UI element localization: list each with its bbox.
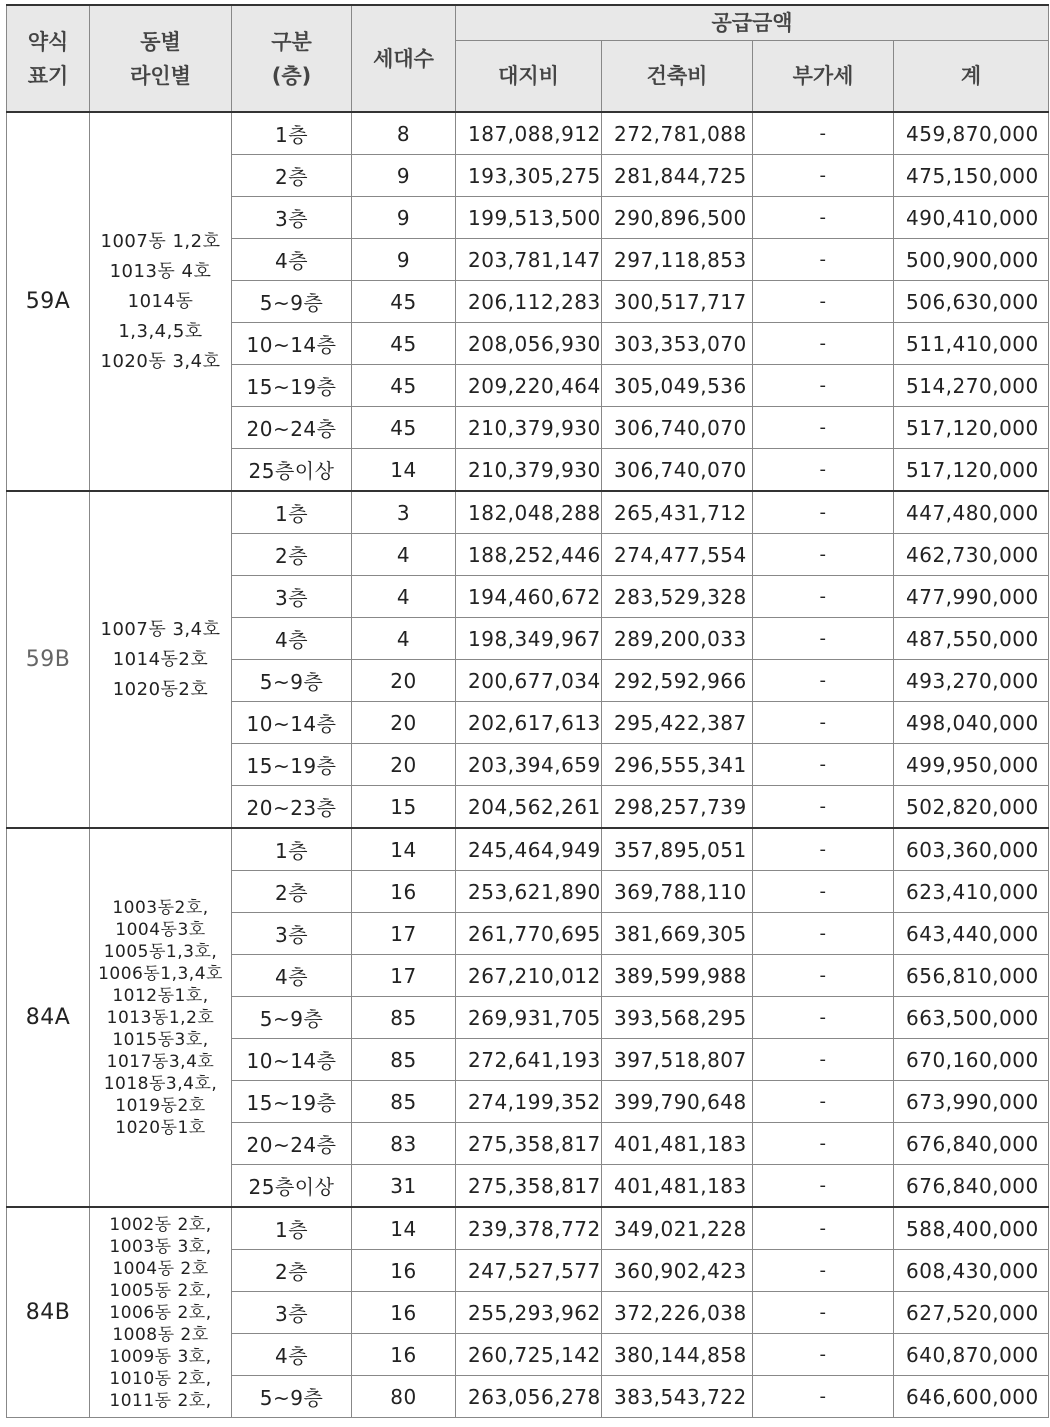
households-cell: 14 [352,449,456,492]
building-line-text: 1007동 3,4호 [100,618,221,640]
total-cell: 676,840,000 [894,1165,1049,1208]
vat-cell: - [753,197,894,239]
building-line-text: 1010동 2호, [109,1368,212,1389]
unit-type-cell: 84B [7,1207,90,1418]
total-cell: 640,870,000 [894,1334,1049,1376]
building-line-text: 1017동3,4호 [106,1051,215,1072]
table-header [7,5,1049,112]
building-line-text: 1020동1호 [115,1117,206,1138]
floor-cell: 5~9층 [232,1376,352,1418]
building-line-text: 1007동 1,2호 [100,230,221,252]
header-households: 세대수 [352,5,456,112]
building-cost-cell: 389,599,988 [602,955,753,997]
total-cell: 462,730,000 [894,534,1049,576]
building-cost-cell: 296,555,341 [602,744,753,786]
households-cell: 83 [352,1123,456,1165]
floor-cell: 25층이상 [232,449,352,492]
total-cell: 447,480,000 [894,491,1049,534]
households-cell: 85 [352,1081,456,1123]
floor-cell: 20~24층 [232,407,352,449]
floor-cell: 2층 [232,155,352,197]
building-line-text: 1020동 3,4호 [100,350,221,372]
total-cell: 499,950,000 [894,744,1049,786]
households-cell: 16 [352,1250,456,1292]
building-line-text: 1015동3호, [112,1029,209,1050]
households-cell: 85 [352,997,456,1039]
land-cost-cell: 253,621,890 [456,871,602,913]
vat-cell: - [753,1250,894,1292]
building-line-text: 1006동1,3,4호 [98,963,223,984]
building-cost-cell: 283,529,328 [602,576,753,618]
floor-cell: 4층 [232,1334,352,1376]
vat-cell: - [753,576,894,618]
total-cell: 500,900,000 [894,239,1049,281]
land-cost-cell: 203,394,659 [456,744,602,786]
households-cell: 31 [352,1165,456,1208]
building-line-cell [90,491,232,828]
table-row [7,491,1049,534]
vat-cell: - [753,491,894,534]
building-line-text: 1004동 2호 [112,1258,209,1279]
total-cell: 670,160,000 [894,1039,1049,1081]
households-cell: 4 [352,618,456,660]
floor-cell: 1층 [232,1207,352,1250]
total-cell: 517,120,000 [894,407,1049,449]
building-cost-cell: 298,257,739 [602,786,753,829]
land-cost-cell: 247,527,577 [456,1250,602,1292]
building-cost-cell: 401,481,183 [602,1165,753,1208]
land-cost-cell: 194,460,672 [456,576,602,618]
building-line-text: 1005동1,3호, [103,941,218,962]
total-cell: 627,520,000 [894,1292,1049,1334]
building-line-text: 1004동3호 [115,919,206,940]
floor-cell: 1층 [232,112,352,155]
land-cost-cell: 188,252,446 [456,534,602,576]
building-cost-cell: 300,517,717 [602,281,753,323]
total-cell: 511,410,000 [894,323,1049,365]
floor-cell: 2층 [232,1250,352,1292]
building-line-text: 1011동 2호, [109,1390,212,1411]
building-cost-cell: 401,481,183 [602,1123,753,1165]
total-cell: 673,990,000 [894,1081,1049,1123]
header-vat: 부가세 [753,41,894,113]
building-cost-cell: 289,200,033 [602,618,753,660]
households-cell: 17 [352,955,456,997]
households-cell: 80 [352,1376,456,1418]
floor-cell: 15~19층 [232,1081,352,1123]
households-cell: 45 [352,281,456,323]
households-cell: 45 [352,323,456,365]
building-line-text: 1014동2호 [112,648,209,670]
floor-cell: 3층 [232,197,352,239]
land-cost-cell: 260,725,142 [456,1334,602,1376]
land-cost-cell: 210,379,930 [456,407,602,449]
table-row [7,1207,1049,1250]
building-cost-cell: 381,669,305 [602,913,753,955]
header-type-abbr: 약식 표기 [7,5,90,112]
total-cell: 493,270,000 [894,660,1049,702]
building-line-text: 1003동2호, [112,897,209,918]
vat-cell: - [753,997,894,1039]
total-cell: 498,040,000 [894,702,1049,744]
building-line-text: 1013동 4호 [109,260,212,282]
land-cost-cell: 275,358,817 [456,1165,602,1208]
land-cost-cell: 198,349,967 [456,618,602,660]
land-cost-cell: 261,770,695 [456,913,602,955]
building-line-text: 1009동 3호, [109,1346,212,1367]
total-cell: 490,410,000 [894,197,1049,239]
building-cost-cell: 360,902,423 [602,1250,753,1292]
households-cell: 20 [352,744,456,786]
vat-cell: - [753,407,894,449]
total-cell: 502,820,000 [894,786,1049,829]
floor-cell: 25층이상 [232,1165,352,1208]
land-cost-cell: 255,293,962 [456,1292,602,1334]
building-cost-cell: 372,226,038 [602,1292,753,1334]
building-cost-cell: 357,895,051 [602,828,753,871]
vat-cell: - [753,1081,894,1123]
total-cell: 477,990,000 [894,576,1049,618]
floor-cell: 10~14층 [232,323,352,365]
floor-cell: 3층 [232,1292,352,1334]
vat-cell: - [753,1376,894,1418]
building-cost-cell: 295,422,387 [602,702,753,744]
total-cell: 459,870,000 [894,112,1049,155]
header-land-cost: 대지비 [456,41,602,113]
table-body [7,112,1049,1418]
vat-cell: - [753,955,894,997]
building-cost-cell: 265,431,712 [602,491,753,534]
building-cost-cell: 306,740,070 [602,407,753,449]
land-cost-cell: 209,220,464 [456,365,602,407]
total-cell: 663,500,000 [894,997,1049,1039]
households-cell: 9 [352,155,456,197]
households-cell: 14 [352,828,456,871]
building-line-text: 1006동 2호, [109,1302,212,1323]
floor-cell: 1층 [232,828,352,871]
vat-cell: - [753,618,894,660]
households-cell: 45 [352,407,456,449]
building-line-text: 1003동 3호, [109,1236,212,1257]
vat-cell: - [753,828,894,871]
households-cell: 16 [352,871,456,913]
land-cost-cell: 204,562,261 [456,786,602,829]
households-cell: 8 [352,112,456,155]
floor-cell: 5~9층 [232,997,352,1039]
building-cost-cell: 397,518,807 [602,1039,753,1081]
vat-cell: - [753,1207,894,1250]
total-cell: 646,600,000 [894,1376,1049,1418]
households-cell: 85 [352,1039,456,1081]
floor-cell: 3층 [232,913,352,955]
building-cost-cell: 380,144,858 [602,1334,753,1376]
land-cost-cell: 272,641,193 [456,1039,602,1081]
vat-cell: - [753,155,894,197]
building-line-text: 1005동 2호, [109,1280,212,1301]
building-cost-cell: 306,740,070 [602,449,753,492]
header-building-cost: 건축비 [602,41,753,113]
floor-cell: 3층 [232,576,352,618]
land-cost-cell: 239,378,772 [456,1207,602,1250]
vat-cell: - [753,913,894,955]
building-line-cell [90,1207,232,1418]
land-cost-cell: 193,305,275 [456,155,602,197]
vat-cell: - [753,449,894,492]
building-line-text: 1012동1호, [112,985,209,1006]
total-cell: 475,150,000 [894,155,1049,197]
households-cell: 20 [352,660,456,702]
floor-cell: 20~23층 [232,786,352,829]
building-cost-cell: 274,477,554 [602,534,753,576]
building-cost-cell: 303,353,070 [602,323,753,365]
header-supply-amount: 공급금액 [456,5,1049,41]
vat-cell: - [753,1165,894,1208]
households-cell: 20 [352,702,456,744]
building-cost-cell: 281,844,725 [602,155,753,197]
building-cost-cell: 305,049,536 [602,365,753,407]
vat-cell: - [753,660,894,702]
building-line-text: 1018동3,4호, [103,1073,218,1094]
vat-cell: - [753,1039,894,1081]
households-cell: 9 [352,239,456,281]
land-cost-cell: 200,677,034 [456,660,602,702]
vat-cell: - [753,744,894,786]
building-line-text: 1014동 [127,290,194,312]
land-cost-cell: 275,358,817 [456,1123,602,1165]
land-cost-cell: 202,617,613 [456,702,602,744]
floor-cell: 15~19층 [232,744,352,786]
building-cost-cell: 272,781,088 [602,112,753,155]
vat-cell: - [753,786,894,829]
header-building-line: 동별 라인별 [90,5,232,112]
floor-cell: 5~9층 [232,281,352,323]
total-cell: 623,410,000 [894,871,1049,913]
vat-cell: - [753,281,894,323]
households-cell: 16 [352,1334,456,1376]
vat-cell: - [753,112,894,155]
building-line-text: 1,3,4,5호 [118,320,203,342]
vat-cell: - [753,323,894,365]
total-cell: 588,400,000 [894,1207,1049,1250]
land-cost-cell: 274,199,352 [456,1081,602,1123]
building-cost-cell: 297,118,853 [602,239,753,281]
land-cost-cell: 208,056,930 [456,323,602,365]
land-cost-cell: 203,781,147 [456,239,602,281]
households-cell: 4 [352,534,456,576]
building-cost-cell: 292,592,966 [602,660,753,702]
building-cost-cell: 349,021,228 [602,1207,753,1250]
land-cost-cell: 245,464,949 [456,828,602,871]
total-cell: 517,120,000 [894,449,1049,492]
building-line-text: 1008동 2호 [112,1324,209,1345]
unit-type-cell: 59B [7,491,90,828]
total-cell: 603,360,000 [894,828,1049,871]
building-line-text: 1020동2호 [112,678,209,700]
floor-cell: 5~9층 [232,660,352,702]
households-cell: 45 [352,365,456,407]
land-cost-cell: 210,379,930 [456,449,602,492]
supply-price-table [6,4,1049,1418]
building-cost-cell: 393,568,295 [602,997,753,1039]
floor-cell: 1층 [232,491,352,534]
households-cell: 15 [352,786,456,829]
building-cost-cell: 399,790,648 [602,1081,753,1123]
floor-cell: 4층 [232,239,352,281]
vat-cell: - [753,702,894,744]
building-line-text: 1013동1,2호 [106,1007,215,1028]
land-cost-cell: 182,048,288 [456,491,602,534]
building-line-text: 1019동2호 [115,1095,206,1116]
households-cell: 14 [352,1207,456,1250]
floor-cell: 10~14층 [232,1039,352,1081]
land-cost-cell: 199,513,500 [456,197,602,239]
table-row [7,112,1049,155]
households-cell: 17 [352,913,456,955]
building-cost-cell: 369,788,110 [602,871,753,913]
floor-cell: 4층 [232,618,352,660]
households-cell: 4 [352,576,456,618]
building-cost-cell: 290,896,500 [602,197,753,239]
vat-cell: - [753,1334,894,1376]
building-line-cell [90,828,232,1207]
floor-cell: 2층 [232,534,352,576]
header-total: 계 [894,41,1049,113]
vat-cell: - [753,1292,894,1334]
floor-cell: 2층 [232,871,352,913]
floor-cell: 4층 [232,955,352,997]
total-cell: 643,440,000 [894,913,1049,955]
households-cell: 16 [352,1292,456,1334]
unit-type-cell: 59A [7,112,90,491]
land-cost-cell: 206,112,283 [456,281,602,323]
total-cell: 656,810,000 [894,955,1049,997]
vat-cell: - [753,871,894,913]
floor-cell: 10~14층 [232,702,352,744]
land-cost-cell: 267,210,012 [456,955,602,997]
unit-type-cell: 84A [7,828,90,1207]
households-cell: 9 [352,197,456,239]
total-cell: 676,840,000 [894,1123,1049,1165]
households-cell: 3 [352,491,456,534]
land-cost-cell: 269,931,705 [456,997,602,1039]
floor-cell: 15~19층 [232,365,352,407]
land-cost-cell: 187,088,912 [456,112,602,155]
building-cost-cell: 383,543,722 [602,1376,753,1418]
building-line-text: 1002동 2호, [109,1214,212,1235]
total-cell: 506,630,000 [894,281,1049,323]
total-cell: 608,430,000 [894,1250,1049,1292]
supply-price-table-container [6,4,1048,1418]
vat-cell: - [753,1123,894,1165]
vat-cell: - [753,239,894,281]
total-cell: 487,550,000 [894,618,1049,660]
land-cost-cell: 263,056,278 [456,1376,602,1418]
table-row [7,828,1049,871]
total-cell: 514,270,000 [894,365,1049,407]
building-line-cell [90,112,232,491]
floor-cell: 20~24층 [232,1123,352,1165]
vat-cell: - [753,534,894,576]
vat-cell: - [753,365,894,407]
header-division: 구분 (층) [232,5,352,112]
